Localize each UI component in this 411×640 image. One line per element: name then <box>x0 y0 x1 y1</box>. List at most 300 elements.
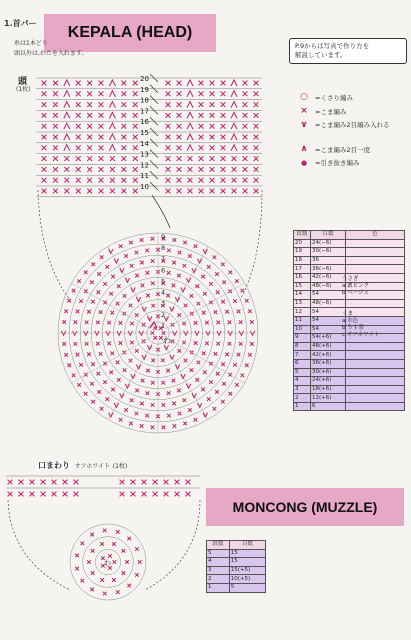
stitch-x <box>237 353 241 357</box>
round-spoke <box>71 337 151 383</box>
stitch-x <box>105 397 109 401</box>
round-number: 6 <box>161 266 166 275</box>
stitch-x <box>42 135 47 140</box>
stitch-x <box>97 390 101 394</box>
stitch-x <box>42 189 47 194</box>
stitch-x <box>111 275 115 279</box>
stitch-x <box>87 352 91 356</box>
stitch-x <box>201 275 205 279</box>
decrease-mark <box>109 123 115 129</box>
note-box <box>289 38 407 64</box>
stitch-x <box>121 124 126 129</box>
stitch-x <box>210 81 215 86</box>
round-cell: 5 <box>207 549 230 558</box>
legend-increase <box>296 120 401 130</box>
round-number: 3 <box>161 299 166 308</box>
stitch-x <box>110 178 115 183</box>
stitch-x <box>175 492 180 497</box>
stitch-x <box>177 91 182 96</box>
stitch-x <box>99 91 104 96</box>
stitch-x <box>142 492 147 497</box>
stitch-x <box>166 81 171 86</box>
row-number: 10 <box>140 183 149 191</box>
stitch-x <box>111 352 115 356</box>
stitch-x <box>162 425 166 429</box>
stitch-x <box>76 81 81 86</box>
decrease-mark <box>231 91 237 97</box>
stitch-x <box>233 299 237 303</box>
stitch-x <box>182 341 186 345</box>
stitch-x <box>221 113 226 118</box>
stitch-x <box>112 542 116 546</box>
stitch-x <box>177 178 182 183</box>
stitch-x <box>90 588 94 592</box>
stitch-x <box>91 549 95 553</box>
stitch-x <box>103 380 107 384</box>
stitch-x <box>214 352 218 356</box>
stitch-cell: 54 <box>311 325 346 334</box>
stitch-x <box>99 167 104 172</box>
round-cell: 12 <box>294 308 311 317</box>
stitch-x <box>239 342 243 346</box>
stitch-x <box>210 189 215 194</box>
stitch-x <box>91 400 95 404</box>
stitch-cell: 24(+6) <box>311 377 346 386</box>
stitch-x <box>186 492 191 497</box>
stitch-x <box>177 389 181 393</box>
row-number: 12 <box>140 161 149 170</box>
stitch-x <box>87 189 92 194</box>
stitch-x <box>42 113 47 118</box>
round-numbers <box>161 233 165 330</box>
color-notes <box>342 276 379 339</box>
stitch-x <box>76 178 81 183</box>
round-cell: 4 <box>294 377 311 386</box>
stitch-x <box>109 292 113 296</box>
stitch-x <box>166 369 170 373</box>
stitch-x <box>216 291 220 295</box>
stitch-x <box>194 244 198 248</box>
stitch-x <box>177 156 182 161</box>
stitch-x <box>232 178 237 183</box>
stitch-x <box>221 178 226 183</box>
stitch-x <box>177 81 182 86</box>
stitch-x <box>221 135 226 140</box>
stitch-cell: 30(−6) <box>311 248 346 257</box>
stitch-x <box>122 571 126 575</box>
stitch-x <box>210 113 215 118</box>
stitch-x <box>199 178 204 183</box>
stitch-x <box>117 284 121 288</box>
stitch-x <box>221 189 226 194</box>
center-wa: わ <box>163 336 171 345</box>
decrease-mark <box>64 145 70 151</box>
col-stitches: 目数 <box>229 541 265 550</box>
decrease-mark <box>109 145 115 151</box>
round-spoke <box>162 340 208 420</box>
stitch-x <box>133 124 138 129</box>
stitch-x <box>151 237 155 241</box>
stitch-x <box>214 310 218 314</box>
stitch-x <box>64 309 68 313</box>
stitch-x <box>199 81 204 86</box>
table-row <box>294 248 405 257</box>
stitch-x <box>203 370 207 374</box>
round-cell: 1 <box>294 402 311 411</box>
stitch-x <box>151 403 155 407</box>
stitch-x <box>243 156 248 161</box>
stitch-x <box>177 274 181 278</box>
decrease-mark <box>109 91 115 97</box>
stitch-x <box>183 398 187 402</box>
round-number: 8 <box>161 244 166 253</box>
stitch-x <box>210 178 215 183</box>
stitch-cell: 54 <box>311 308 346 317</box>
stitch-cell: 15(+5) <box>229 566 265 575</box>
decrease-mark <box>231 145 237 151</box>
stitch-x <box>225 310 229 314</box>
stitch-x <box>116 590 120 594</box>
chapter-label: 1.首パー <box>4 19 37 28</box>
stitch-x <box>53 135 58 140</box>
kuma-b: b うす茶 <box>342 325 364 331</box>
stitch-cell: 24(−6) <box>311 239 346 248</box>
stitch-x <box>87 124 92 129</box>
stitch-x <box>120 492 125 497</box>
muzzle-guide-left <box>8 500 70 590</box>
intro-line-2: 頭以外は,わたを入れます。 <box>14 50 88 57</box>
stitch-x <box>232 167 237 172</box>
stitch-x <box>151 381 155 385</box>
stitch-x <box>133 189 138 194</box>
stitch-x <box>254 102 259 107</box>
stitch-x <box>42 178 47 183</box>
muzzle-title: MONCONG (MUZZLE) <box>232 499 378 515</box>
stitch-x <box>121 145 126 150</box>
decrease-mark <box>231 112 237 118</box>
muzzle-guide-right <box>145 500 200 590</box>
stitch-x <box>186 480 191 485</box>
decrease-mark <box>187 80 193 86</box>
stitch-x <box>146 271 150 275</box>
stitch-x <box>210 102 215 107</box>
stitch-x <box>64 167 69 172</box>
legend-chain <box>296 92 353 102</box>
stitch-x <box>197 302 201 306</box>
stitch-x <box>109 370 113 374</box>
stitch-x <box>53 167 58 172</box>
stitch-x <box>153 480 158 485</box>
stitch-x <box>164 492 169 497</box>
stitch-x <box>117 378 121 382</box>
muzzle-chart <box>0 470 210 640</box>
stitch-x <box>42 156 47 161</box>
stitch-x <box>64 178 69 183</box>
single-crochet-icon: × <box>300 106 308 116</box>
decrease-mark <box>109 112 115 118</box>
stitch-x <box>87 156 92 161</box>
table-row <box>207 558 266 567</box>
stitch-x <box>87 102 92 107</box>
stitch-x <box>197 361 201 365</box>
round-cell: 2 <box>294 394 311 403</box>
stitch-x <box>19 480 24 485</box>
stitch-x <box>235 279 239 283</box>
stitch-x <box>75 567 79 571</box>
stitch-x <box>120 480 125 485</box>
stitch-x <box>97 372 101 376</box>
stitch-x <box>99 81 104 86</box>
stitch-x <box>135 389 139 393</box>
chain-icon: ○ <box>300 92 308 102</box>
stitch-x <box>221 363 225 367</box>
stitch-x <box>130 341 134 345</box>
table-row <box>294 351 405 360</box>
stitch-x <box>67 364 71 368</box>
decrease-mark <box>187 145 193 151</box>
stitch-x <box>166 189 171 194</box>
stitch-x <box>205 342 209 346</box>
stitch-x <box>243 189 248 194</box>
stitch-x <box>77 279 81 283</box>
stitch-x <box>213 255 217 259</box>
stitch-x <box>188 178 193 183</box>
stitch-x <box>210 145 215 150</box>
round-cell: 4 <box>207 558 230 567</box>
color-cell <box>346 385 405 394</box>
stitch-x <box>175 480 180 485</box>
stitch-cell: 10(+5) <box>229 575 265 584</box>
stitch-x <box>172 379 176 383</box>
round-cell: 19 <box>294 248 311 257</box>
stitch-x <box>90 280 94 284</box>
stitch-x <box>199 102 204 107</box>
stitch-x <box>100 542 104 546</box>
stitch-x <box>177 124 182 129</box>
decrease-mark <box>231 80 237 86</box>
stitch-x <box>53 145 58 150</box>
legend-text: =こま編み <box>315 107 347 116</box>
round-spoke <box>165 283 245 329</box>
stitch-cell: 5 <box>229 583 265 592</box>
decrease-mark <box>187 102 193 108</box>
row-grid <box>36 74 262 197</box>
stitch-cell: 48(−6) <box>311 282 346 291</box>
stitch-x <box>221 400 225 404</box>
stitch-x <box>166 145 171 150</box>
stitch-x <box>121 102 126 107</box>
stitch-x <box>254 145 259 150</box>
stitch-x <box>84 270 88 274</box>
round-spoke <box>162 246 208 326</box>
stitch-x <box>254 91 259 96</box>
round-cell: 5 <box>294 368 311 377</box>
stitch-x <box>100 255 104 259</box>
legend-single-crochet <box>296 106 346 116</box>
stitch-x <box>133 91 138 96</box>
round-spoke <box>108 340 154 420</box>
stitch-x <box>177 167 182 172</box>
decrease-mark <box>109 134 115 140</box>
stitch-x <box>99 135 104 140</box>
stitch-x <box>183 264 187 268</box>
round-cell: 15 <box>294 282 311 291</box>
decrease-mark <box>187 112 193 118</box>
table-row <box>294 385 405 394</box>
stitch-x <box>87 135 92 140</box>
color-cell <box>346 248 405 257</box>
stitch-x <box>135 573 139 577</box>
stitch-x <box>138 560 142 564</box>
stitch-x <box>76 91 81 96</box>
stitch-x <box>133 135 138 140</box>
stitch-x <box>205 321 209 325</box>
color-cell <box>346 394 405 403</box>
muzzle-rows <box>6 476 200 496</box>
stitch-x <box>194 321 198 325</box>
stitch-x <box>103 282 107 286</box>
muzzle-title-jp: 口まわり <box>38 461 70 470</box>
stitch-x <box>209 380 213 384</box>
stitch-x <box>135 251 139 255</box>
stitch-cell: 15 <box>229 549 265 558</box>
stitch-x <box>140 261 144 265</box>
row-number: 18 <box>140 96 149 105</box>
stitch-x <box>199 156 204 161</box>
decrease-icon: ∧ <box>300 144 308 154</box>
stitch-x <box>145 414 149 418</box>
round-number: 1 <box>161 321 166 330</box>
round-cell: 18 <box>294 256 311 265</box>
stitch-x <box>167 414 171 418</box>
stitch-x <box>116 302 120 306</box>
stitch-x <box>97 291 101 295</box>
stitch-x <box>116 361 120 365</box>
stitch-cell: 54(+6) <box>311 334 346 343</box>
stitch-x <box>64 189 69 194</box>
stitch-x <box>129 422 133 426</box>
stitch-x <box>254 124 259 129</box>
table-row <box>294 342 405 351</box>
stitch-x <box>166 294 170 298</box>
stitch-x <box>239 320 243 324</box>
stitch-x <box>75 554 79 558</box>
stitch-x <box>161 359 165 363</box>
stitch-x <box>133 81 138 86</box>
stitch-x <box>110 189 115 194</box>
decrease-mark <box>231 102 237 108</box>
row-number: 14 <box>140 139 149 148</box>
stitch-x <box>53 113 58 118</box>
stitch-x <box>210 156 215 161</box>
stitch-x <box>119 244 123 248</box>
stitch-x <box>103 592 107 596</box>
stitch-x <box>225 352 229 356</box>
stitch-x <box>254 189 259 194</box>
stitch-x <box>203 292 207 296</box>
stitch-x <box>41 492 46 497</box>
stitch-x <box>243 81 248 86</box>
stitch-x <box>76 145 81 150</box>
stitch-x <box>76 113 81 118</box>
stitch-x <box>133 156 138 161</box>
stitch-x <box>162 331 166 335</box>
stitch-x <box>210 124 215 129</box>
stitch-x <box>119 321 123 325</box>
stitch-x <box>254 135 259 140</box>
stitch-cell: 12(+6) <box>311 394 346 403</box>
stitch-x <box>145 249 149 253</box>
stitch-x <box>140 424 144 428</box>
stitch-x <box>108 554 112 558</box>
table-row <box>207 549 266 558</box>
stitch-x <box>243 124 248 129</box>
row-number: 11 <box>140 172 149 181</box>
stitch-x <box>122 549 126 553</box>
decrease-mark <box>109 80 115 86</box>
stitch-x <box>178 412 182 416</box>
stitch-x <box>229 392 233 396</box>
stitch-x <box>72 289 76 293</box>
stitch-x <box>250 320 254 324</box>
connector-arrow <box>152 195 170 228</box>
stitch-x <box>42 167 47 172</box>
stitch-x <box>243 91 248 96</box>
stitch-x <box>177 313 181 317</box>
stitch-x <box>177 349 181 353</box>
stitch-x <box>188 254 192 258</box>
stitch-x <box>133 178 138 183</box>
stitch-x <box>221 167 226 172</box>
stitch-x <box>129 359 133 363</box>
stitch-x <box>133 113 138 118</box>
stitch-x <box>103 529 107 533</box>
stitch-x <box>76 124 81 129</box>
color-cell <box>346 256 405 265</box>
stitch-x <box>190 294 194 298</box>
kuma-a: a 水色 <box>342 318 359 324</box>
stitch-x <box>184 304 188 308</box>
stitch-x <box>254 113 259 118</box>
stitch-x <box>99 189 104 194</box>
color-cell <box>346 239 405 248</box>
stitch-cell: 42(+6) <box>311 351 346 360</box>
round-cell: 6 <box>294 359 311 368</box>
decrease-mark <box>231 134 237 140</box>
stitch-x <box>172 402 176 406</box>
stitch-x <box>199 145 204 150</box>
legend-text: =こま編み2目一度 <box>315 145 371 154</box>
intro-line-1: 糸は1本どり <box>14 40 48 47</box>
stitch-x <box>166 178 171 183</box>
stitch-x <box>100 578 104 582</box>
usagi-a: a 濃ピンク <box>342 283 370 289</box>
stitch-x <box>245 299 249 303</box>
stitch-x <box>76 353 80 357</box>
stitch-x <box>19 492 24 497</box>
stitch-x <box>121 135 126 140</box>
row-number: 17 <box>140 107 149 116</box>
decrease-mark <box>64 123 70 129</box>
stitch-x <box>53 156 58 161</box>
round-cell: 9 <box>294 334 311 343</box>
stitch-x <box>188 408 192 412</box>
stitch-x <box>135 547 139 551</box>
stitch-x <box>199 124 204 129</box>
stitch-x <box>232 156 237 161</box>
stitch-x <box>129 304 133 308</box>
round-number: 2 <box>161 310 166 319</box>
